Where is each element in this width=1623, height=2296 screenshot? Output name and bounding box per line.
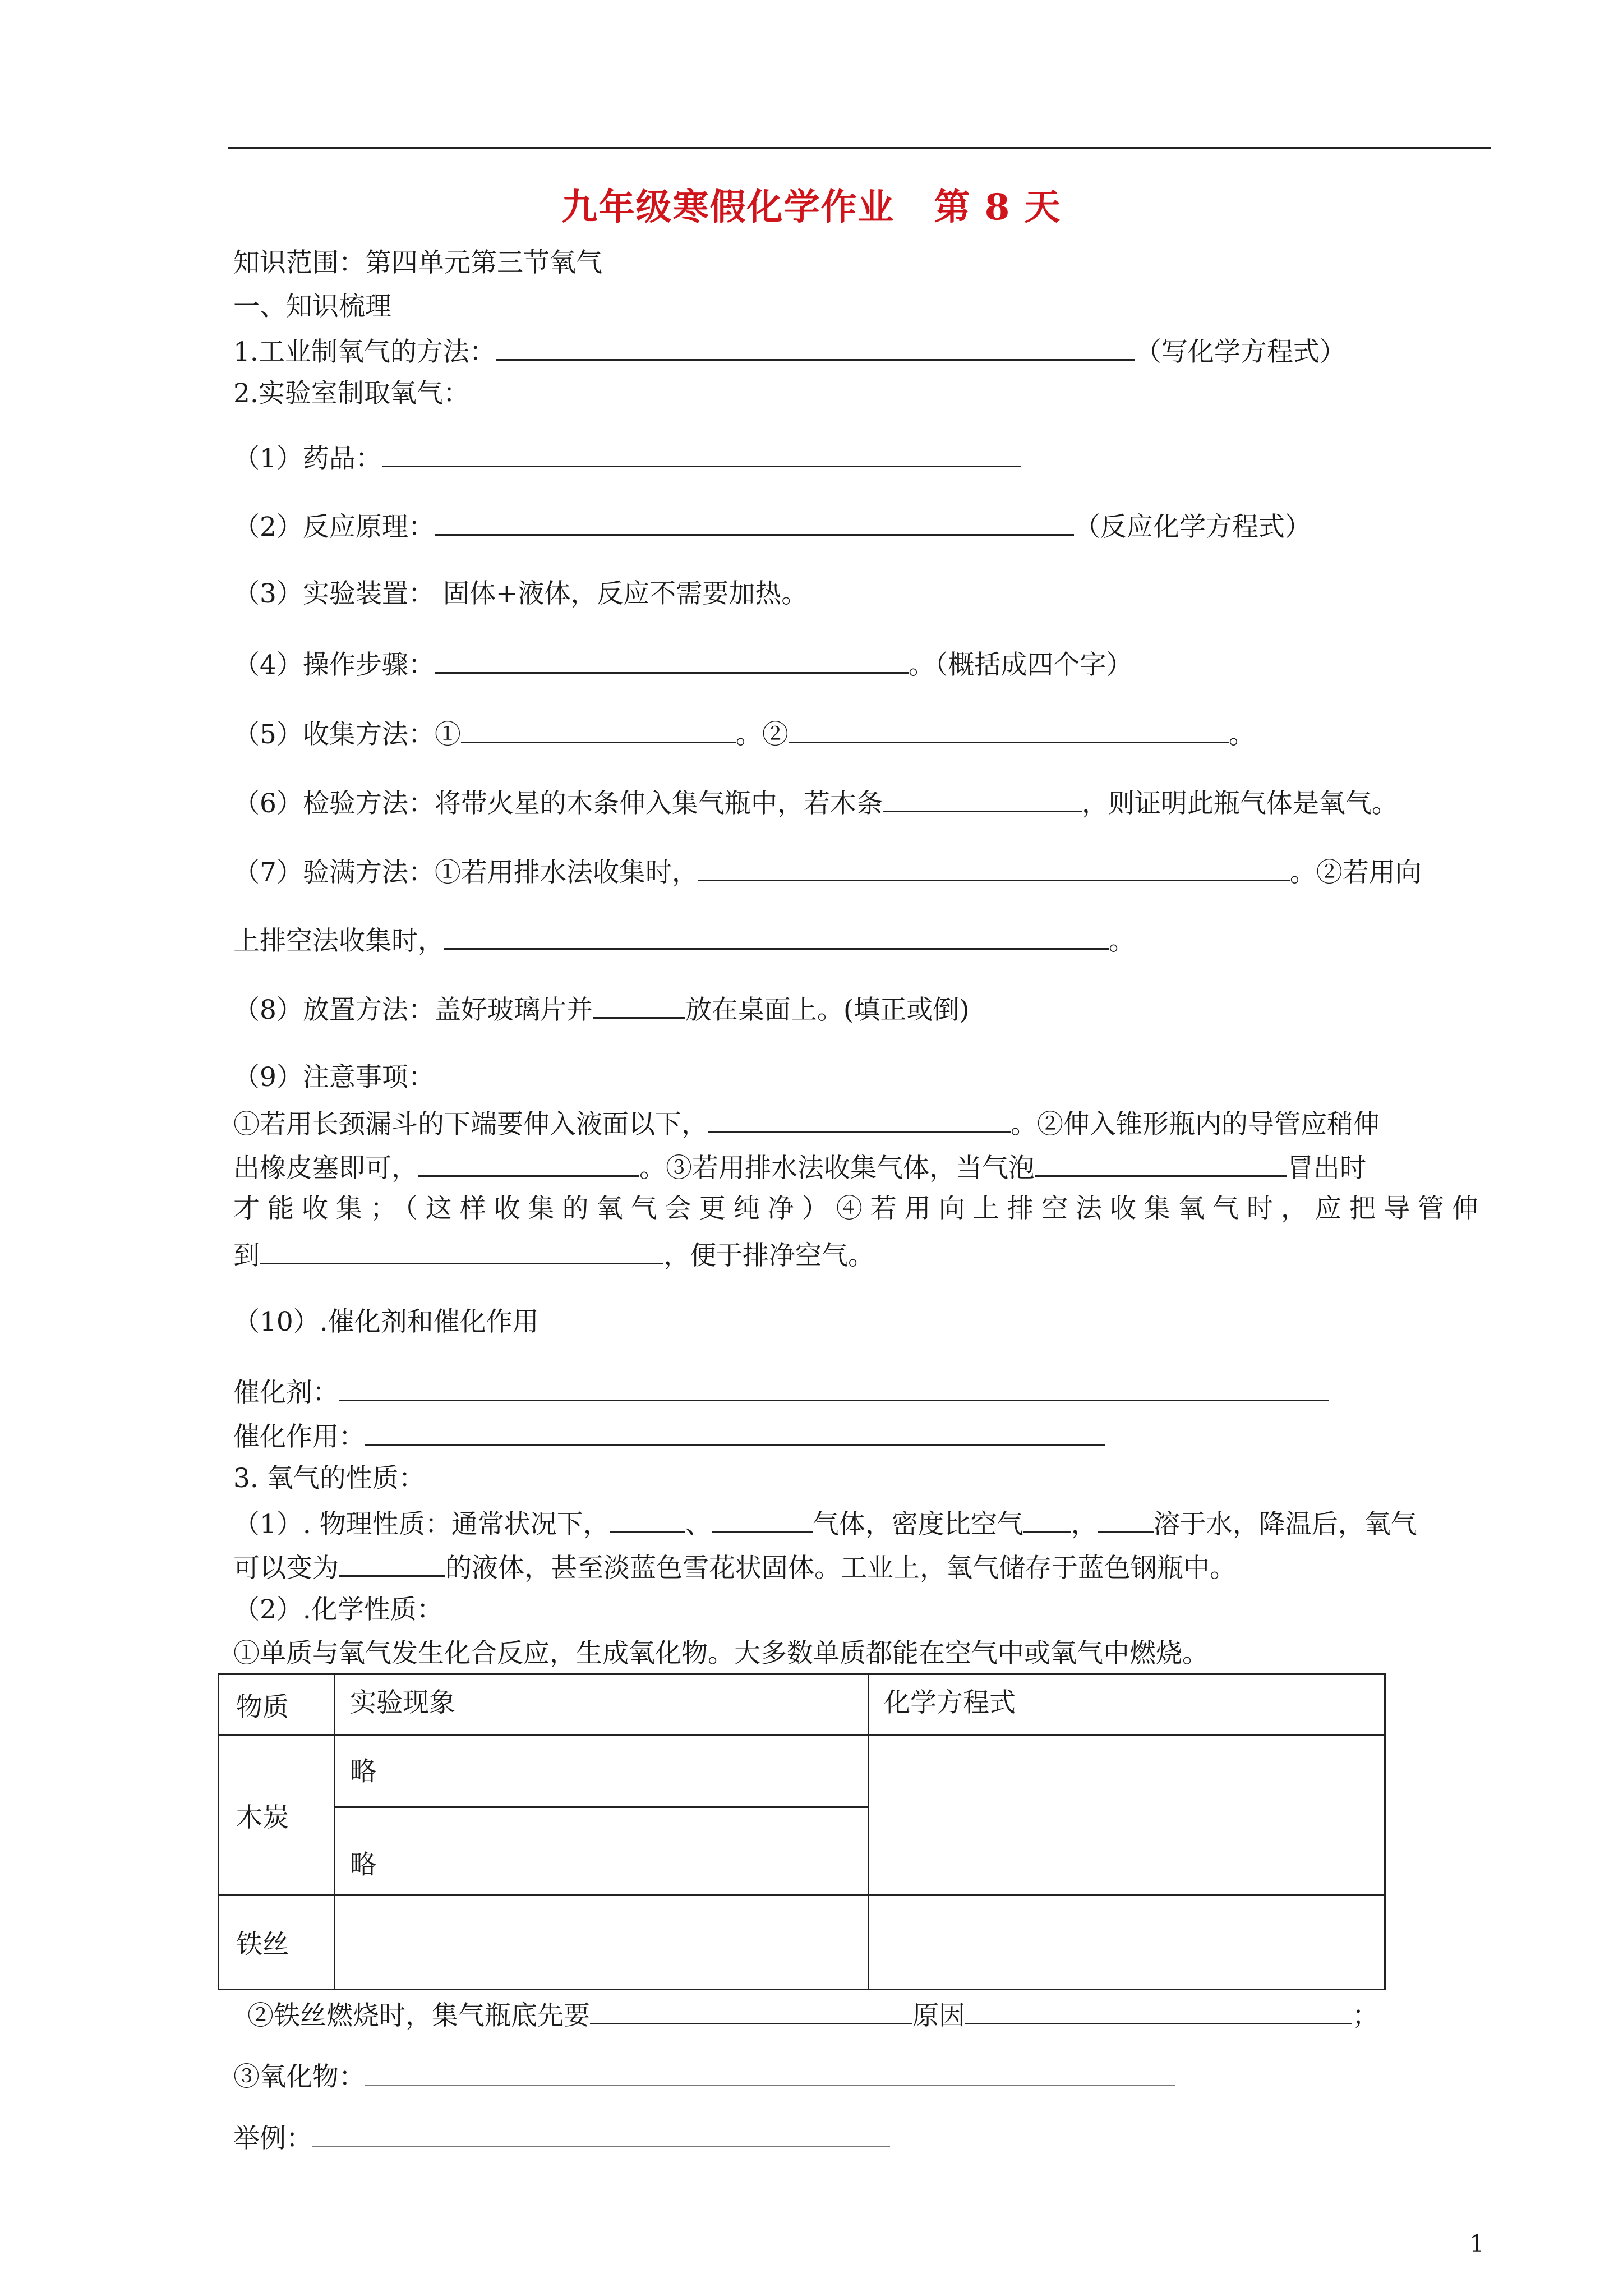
charcoal-phenomenon-1-text: 略 [350, 1756, 376, 1787]
answer-blank[interactable] [418, 1153, 639, 1177]
q2-5-mid: 。② [735, 719, 789, 750]
q2-9-l4-text: 到 [233, 1240, 260, 1271]
q3-2-2-semicolon: ； [1352, 2000, 1378, 2031]
question-2-9-line2 [233, 1152, 1366, 1184]
header-substance-text: 物质 [236, 1691, 289, 1723]
question-2-4 [233, 650, 1132, 678]
question-2-5 [233, 719, 1255, 748]
question-2-6 [233, 788, 1398, 817]
oxide-line [233, 2062, 1175, 2090]
answer-blank[interactable] [708, 1109, 1011, 1133]
question-2-8 [233, 995, 970, 1023]
header-rule [228, 147, 1491, 149]
title-main: 九年级寒假化学作业 [561, 186, 895, 228]
answer-blank[interactable] [312, 2124, 890, 2147]
answer-blank[interactable] [461, 719, 736, 743]
catalyst-line [233, 1377, 1329, 1406]
header-substance [219, 1674, 335, 1736]
header-equation [869, 1674, 1385, 1736]
answer-blank[interactable] [444, 926, 1109, 950]
q3-1-text-4: 可以变为 [233, 1552, 339, 1584]
q2-4-note: 。（概括成四个字） [908, 649, 1133, 680]
answer-blank[interactable] [339, 1377, 1329, 1401]
section-heading-1: 一、知识梳理 [233, 291, 391, 322]
question-2-7 [233, 857, 1422, 886]
answer-blank[interactable] [1098, 1509, 1154, 1533]
iron-equation-cell[interactable] [869, 1895, 1385, 1990]
charcoal-label: 木炭 [236, 1802, 289, 1833]
catalyst-label: 催化剂： [233, 1377, 339, 1408]
q2-7-text: （7）验满方法：①若用排水法收集时， [233, 857, 698, 888]
question-3-2-2 [247, 2000, 1378, 2029]
question-2-9: （9）注意事项： [233, 1062, 435, 1093]
q2-6-text: （6）检验方法：将带火星的木条伸入集气瓶中，若木条 [233, 788, 883, 819]
answer-blank[interactable] [1023, 1509, 1071, 1533]
answer-blank[interactable] [365, 2062, 1175, 2086]
q3-1-text-2: 气体，密度比空气 [812, 1508, 1023, 1540]
q1-note: （写化学方程式） [1135, 336, 1346, 367]
header-equation-text: 化学方程式 [884, 1687, 1016, 1718]
answer-blank[interactable] [789, 719, 1229, 743]
answer-blank[interactable] [260, 1240, 663, 1264]
q2-9-l1-text: ①若用长颈漏斗的下端要伸入液面以下， [233, 1108, 708, 1140]
answer-blank[interactable] [593, 995, 685, 1019]
q2-1-label: （1）药品： [233, 443, 382, 474]
q3-1-text: （1）. 物理性质：通常状况下， [233, 1508, 610, 1540]
q3-2-2-text: ②铁丝燃烧时，集气瓶底先要 [247, 2000, 590, 2031]
answer-blank[interactable] [610, 1509, 685, 1533]
q2-7-text-mid: 。②若用向 [1289, 857, 1422, 888]
q2-9-l1-text-end: 。②伸入锥形瓶内的导管应稍伸 [1011, 1108, 1380, 1140]
answer-blank[interactable] [382, 443, 1021, 467]
page-title [0, 178, 1623, 230]
q2-9-l2-text-mid: 。③若用排水法收集气体，当气泡 [639, 1152, 1035, 1184]
question-2-9-line3: 才能收集；（这样收集的氧气会更纯净）④若用向上排空法收集氧气时，应把导管伸 [233, 1193, 1478, 1224]
answer-blank[interactable] [965, 2000, 1352, 2024]
iron-phenomenon-cell[interactable] [335, 1895, 869, 1990]
answer-blank[interactable] [496, 337, 1135, 361]
q2-8-text-end: 放在桌面上。(填正或倒) [685, 994, 970, 1025]
question-3-1-cont [233, 1552, 1236, 1584]
charcoal-phenomenon-2[interactable] [335, 1807, 869, 1895]
q2-2-label: （2）反应原理： [233, 511, 435, 542]
q3-1-comma: ， [1071, 1508, 1098, 1540]
q2-9-l4-text-end: ，便于排净空气。 [663, 1240, 874, 1271]
question-3-2: （2）.化学性质： [233, 1594, 443, 1625]
answer-blank[interactable] [365, 1421, 1105, 1446]
q2-7-text-cont: 上排空法收集时， [233, 925, 444, 956]
q2-4-label: （4）操作步骤： [233, 649, 435, 680]
question-3: 3. 氧气的性质： [233, 1463, 425, 1494]
q3-2-2-reason: 原因 [912, 2000, 965, 2031]
question-1 [233, 337, 1346, 365]
row-charcoal-name [219, 1736, 335, 1895]
answer-blank[interactable] [712, 1509, 813, 1533]
answer-blank[interactable] [883, 788, 1082, 812]
answer-blank[interactable] [339, 1553, 445, 1577]
question-2-7-cont [233, 926, 1135, 954]
oxide-label: ③氧化物： [233, 2061, 365, 2092]
question-2-10: （10）.催化剂和催化作用 [233, 1306, 539, 1337]
q2-2-note: （反应化学方程式） [1073, 511, 1311, 542]
header-phenomenon-text: 实验现象 [350, 1687, 455, 1718]
q3-1-text-5: 的液体，甚至淡蓝色雪花状固体。工业上，氧气储存于蓝色钢瓶中。 [445, 1552, 1236, 1584]
charcoal-equation-cell[interactable] [869, 1736, 1385, 1895]
period: 。 [1109, 925, 1135, 956]
q2-5-label: （5）收集方法：① [233, 719, 461, 750]
knowledge-scope: 知识范围：第四单元第三节氧气 [233, 247, 602, 278]
header-phenomenon [335, 1674, 869, 1736]
catalysis-line [233, 1421, 1105, 1450]
q3-1-text-3: 溶于水，降温后，氧气 [1153, 1508, 1417, 1540]
question-2-9-line1 [233, 1109, 1380, 1138]
question-3-1 [233, 1509, 1417, 1538]
answer-blank[interactable] [435, 512, 1074, 536]
answer-blank[interactable] [1035, 1153, 1287, 1177]
question-2-3: （3）实验装置： 固体+液体，反应不需要加热。 [233, 578, 808, 609]
catalysis-label: 催化作用： [233, 1421, 365, 1452]
q2-9-l2-text-end: 冒出时 [1287, 1152, 1366, 1184]
q2-6-text-end: ，则证明此瓶气体是氧气。 [1081, 788, 1398, 819]
question-2-9-line4 [233, 1240, 874, 1269]
iron-wire-label: 铁丝 [236, 1929, 289, 1960]
answer-blank[interactable] [590, 2000, 912, 2024]
answer-blank[interactable] [698, 857, 1290, 881]
charcoal-phenomenon-1[interactable] [335, 1736, 869, 1807]
page-number: 1 [1469, 2230, 1484, 2257]
row-iron-name [219, 1895, 335, 1990]
question-2-heading: 2.实验室制取氧气： [233, 378, 469, 409]
question-2-1 [233, 443, 1021, 472]
charcoal-phenomenon-2-text: 略 [350, 1849, 376, 1880]
q3-1-sep: 、 [685, 1508, 712, 1540]
question-3-2-1: ①单质与氧气发生化合反应，生成氧化物。大多数单质都能在空气中或氧气中燃烧。 [233, 1638, 1209, 1669]
example-label: 举例： [233, 2123, 312, 2154]
title-day: 第 8 天 [934, 186, 1062, 228]
period: 。 [1228, 719, 1255, 750]
answer-blank[interactable] [435, 650, 909, 674]
question-2-2 [233, 512, 1311, 540]
q1-label: 1.工业制氧气的方法： [233, 336, 496, 367]
q2-9-l2-text: 出橡皮塞即可， [233, 1152, 418, 1184]
example-line [233, 2124, 890, 2152]
q2-8-text: （8）放置方法：盖好玻璃片并 [233, 994, 593, 1025]
combustion-table [218, 1673, 1386, 1990]
